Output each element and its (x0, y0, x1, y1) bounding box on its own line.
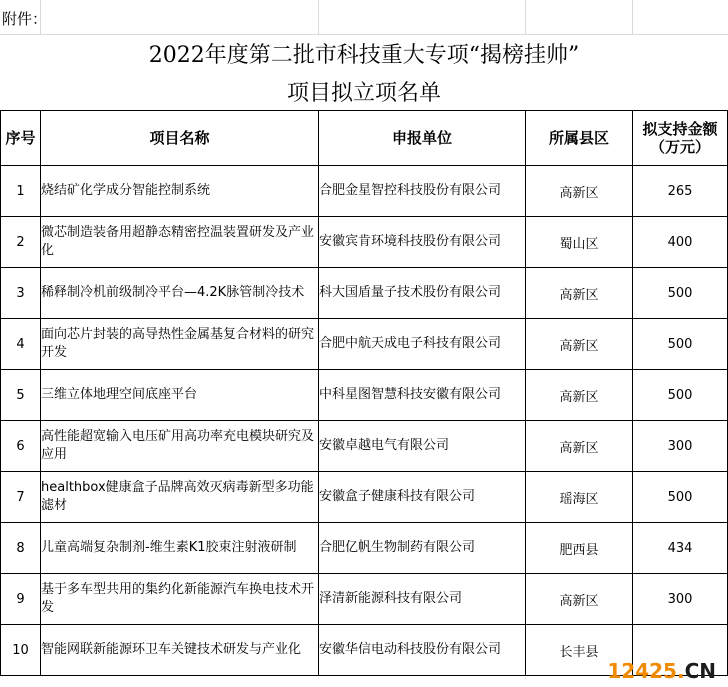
amount-cell: 500 (633, 472, 728, 523)
project-name-cell: 微芯制造装备用超静态精密控温装置研发及产业化 (41, 217, 319, 268)
project-name-cell: 稀释制冷机前级制冷平台—4.2K脉管制冷技术 (41, 268, 319, 319)
project-name-cell: 儿童高端复杂制剂-维生素K1胶束注射液研制 (41, 523, 319, 574)
seq-cell: 7 (1, 472, 41, 523)
project-name-cell: 基于多车型共用的集约化新能源汽车换电技术开发 (41, 574, 319, 625)
site-watermark (607, 659, 716, 683)
project-name-cell: 烧结矿化学成分智能控制系统 (41, 166, 319, 217)
seq-cell: 9 (1, 574, 41, 625)
column-header-unit: 申报单位 (319, 111, 526, 166)
seq-cell: 8 (1, 523, 41, 574)
amount-cell: 265 (633, 166, 728, 217)
amount-cell: 300 (633, 574, 728, 625)
seq-cell: 3 (1, 268, 41, 319)
grid-line (525, 0, 526, 34)
table-row (1, 370, 728, 421)
unit-cell: 中科星图智慧科技安徽有限公司 (319, 370, 526, 421)
seq-cell: 2 (1, 217, 41, 268)
county-cell: 高新区 (526, 319, 633, 370)
watermark-dot: . (676, 659, 685, 683)
unit-cell: 安徽宾肯环境科技股份有限公司 (319, 217, 526, 268)
county-cell: 蜀山区 (526, 217, 633, 268)
county-cell: 瑶海区 (526, 472, 633, 523)
amount-header-line1: 拟支持金额 (642, 120, 718, 138)
unit-cell: 合肥金星智控科技股份有限公司 (319, 166, 526, 217)
unit-cell: 安徽卓越电气有限公司 (319, 421, 526, 472)
table-row (1, 217, 728, 268)
table-row (1, 421, 728, 472)
project-name-cell: 三维立体地理空间底座平台 (41, 370, 319, 421)
amount-header-line2: （万元） (649, 138, 710, 156)
seq-cell: 6 (1, 421, 41, 472)
unit-cell: 合肥亿帆生物制药有限公司 (319, 523, 526, 574)
unit-cell: 安徽华信电动科技股份有限公司 (319, 625, 526, 676)
amount-cell: 500 (633, 370, 728, 421)
project-name-cell: 智能网联新能源环卫车关键技术研发与产业化 (41, 625, 319, 676)
unit-cell: 安徽盒子健康科技有限公司 (319, 472, 526, 523)
county-cell: 高新区 (526, 166, 633, 217)
county-cell: 高新区 (526, 421, 633, 472)
table-row (1, 166, 728, 217)
unit-cell: 泽清新能源科技有限公司 (319, 574, 526, 625)
table-header-row (1, 111, 728, 166)
county-cell: 肥西县 (526, 523, 633, 574)
county-cell: 高新区 (526, 574, 633, 625)
table-row (1, 574, 728, 625)
project-list-table (0, 110, 728, 676)
watermark-suffix: CN (684, 659, 716, 683)
seq-cell: 10 (1, 625, 41, 676)
amount-cell: 434 (633, 523, 728, 574)
amount-cell: 300 (633, 421, 728, 472)
attachment-row (0, 0, 728, 35)
county-cell: 高新区 (526, 268, 633, 319)
grid-line (40, 0, 41, 34)
grid-line (318, 0, 319, 34)
column-header-seq: 序号 (1, 111, 41, 166)
seq-cell: 1 (1, 166, 41, 217)
attachment-label: 附件： (2, 10, 48, 28)
project-name-cell: 高性能超宽输入电压矿用高功率充电模块研究及应用 (41, 421, 319, 472)
document-subtitle: 项目拟立项名单 (286, 81, 441, 106)
unit-cell: 合肥中航天成电子科技有限公司 (319, 319, 526, 370)
county-cell: 高新区 (526, 370, 633, 421)
table-row (1, 268, 728, 319)
column-header-county: 所属县区 (526, 111, 633, 166)
unit-cell: 科大国盾量子技术股份有限公司 (319, 268, 526, 319)
seq-cell: 5 (1, 370, 41, 421)
document-title: 2022年度第二批市科技重大专项“揭榜挂帅” (148, 43, 580, 68)
watermark-digits: 12425 (607, 659, 677, 683)
seq-cell: 4 (1, 319, 41, 370)
project-name-cell: 面向芯片封装的高导热性金属基复合材料的研究开发 (41, 319, 319, 370)
project-name-cell: healthbox健康盒子品牌高效灭病毒新型多功能滤材 (41, 472, 319, 523)
column-header-name: 项目名称 (41, 111, 319, 166)
table-row (1, 472, 728, 523)
table-row (1, 319, 728, 370)
grid-line (632, 0, 633, 34)
amount-cell: 500 (633, 268, 728, 319)
table-row (1, 523, 728, 574)
amount-cell: 400 (633, 217, 728, 268)
county-cell: 长丰县 (526, 625, 633, 676)
amount-cell: 500 (633, 319, 728, 370)
column-header-amount (633, 111, 728, 166)
